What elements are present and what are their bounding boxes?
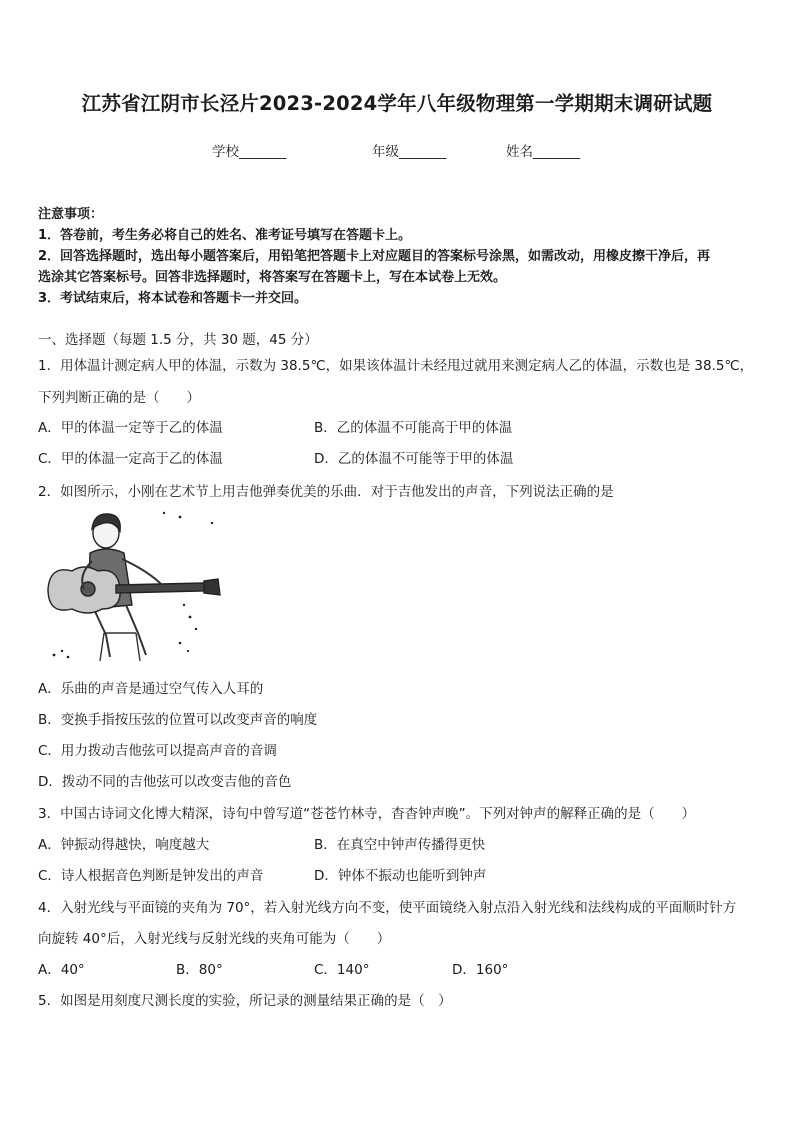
section-heading: 一、选择题（每题 1.5 分，共 30 题，45 分） — [38, 332, 318, 348]
q4-option-d: D．160° — [452, 962, 509, 978]
q2-option-c: C．用力拨动吉他弦可以提高声音的音调 — [38, 743, 277, 759]
grade-field: 年级_______ — [372, 144, 447, 160]
school-field: 学校_______ — [212, 144, 287, 160]
q3-stem: 3．中国古诗词文化博大精深，诗句中曾写道“苍苍竹林寺，杳杳钟声晚”。下列对钟声的解释正确的是（ ） — [38, 806, 696, 822]
q1-option-d: D．乙的体温不可能等于甲的体温 — [314, 451, 514, 467]
q4-option-c: C．140° — [314, 962, 370, 978]
note-3: 3．考试结束后，将本试卷和答题卡一并交回。 — [38, 291, 308, 306]
q1-option-c: C．甲的体温一定高于乙的体温 — [38, 451, 223, 467]
q2-option-b: B．变换手指按压弦的位置可以改变声音的响度 — [38, 712, 318, 728]
q2-option-d: D．拨动不同的吉他弦可以改变吉他的音色 — [38, 774, 292, 790]
q1-stem-line-1: 1．用体温计测定病人甲的体温，示数为 38.5℃，如果该体温计未经甩过就用来测定病人乙的体温，示数也是 38.5℃， — [38, 358, 754, 374]
note-2-line-1: 2．回答选择题时，选出每小题答案后，用铅笔把答题卡上对应题目的答案标号涂黑，如需改动，用橡皮擦干净后，再 — [38, 249, 711, 264]
q1-option-b: B．乙的体温不可能高于甲的体温 — [314, 420, 513, 436]
guitarist-illustration — [44, 505, 224, 663]
q3-option-c: C．诗人根据音色判断是钟发出的声音 — [38, 868, 264, 884]
notes-heading: 注意事项： — [38, 207, 104, 222]
q3-option-a: A．钟振动得越快，响度越大 — [38, 837, 210, 853]
q4-stem-line-2: 向旋转 40°后，入射光线与反射光线的夹角可能为（ ） — [38, 931, 391, 947]
note-2-line-2: 选涂其它答案标号。回答非选择题时，将答案写在答题卡上，写在本试卷上无效。 — [38, 270, 507, 285]
q3-option-b: B．在真空中钟声传播得更快 — [314, 837, 486, 853]
note-1: 1．答卷前，考生务必将自己的姓名、准考证号填写在答题卡上。 — [38, 228, 412, 243]
q5-stem: 5．如图是用刻度尺测长度的实验，所记录的测量结果正确的是（ ） — [38, 993, 452, 1009]
q1-option-a: A．甲的体温一定等于乙的体温 — [38, 420, 223, 436]
name-field: 姓名_______ — [506, 144, 581, 160]
q3-option-d: D．钟体不振动也能听到钟声 — [314, 868, 487, 884]
q4-stem-line-1: 4．入射光线与平面镜的夹角为 70°，若入射光线方向不变，使平面镜绕入射点沿入射光线和法线构成的平面顺时针方 — [38, 900, 737, 916]
q1-stem-line-2: 下列判断正确的是（ ） — [38, 390, 200, 406]
q4-option-a: A．40° — [38, 962, 85, 978]
q4-option-b: B．80° — [176, 962, 223, 978]
q2-stem: 2．如图所示，小刚在艺术节上用吉他弹奏优美的乐曲．对于吉他发出的声音，下列说法正确的是 — [38, 484, 614, 500]
page-title: 江苏省江阴市长泾片2023-2024学年八年级物理第一学期期末调研试题 — [81, 92, 713, 115]
q2-option-a: A．乐曲的声音是通过空气传入人耳的 — [38, 681, 264, 697]
